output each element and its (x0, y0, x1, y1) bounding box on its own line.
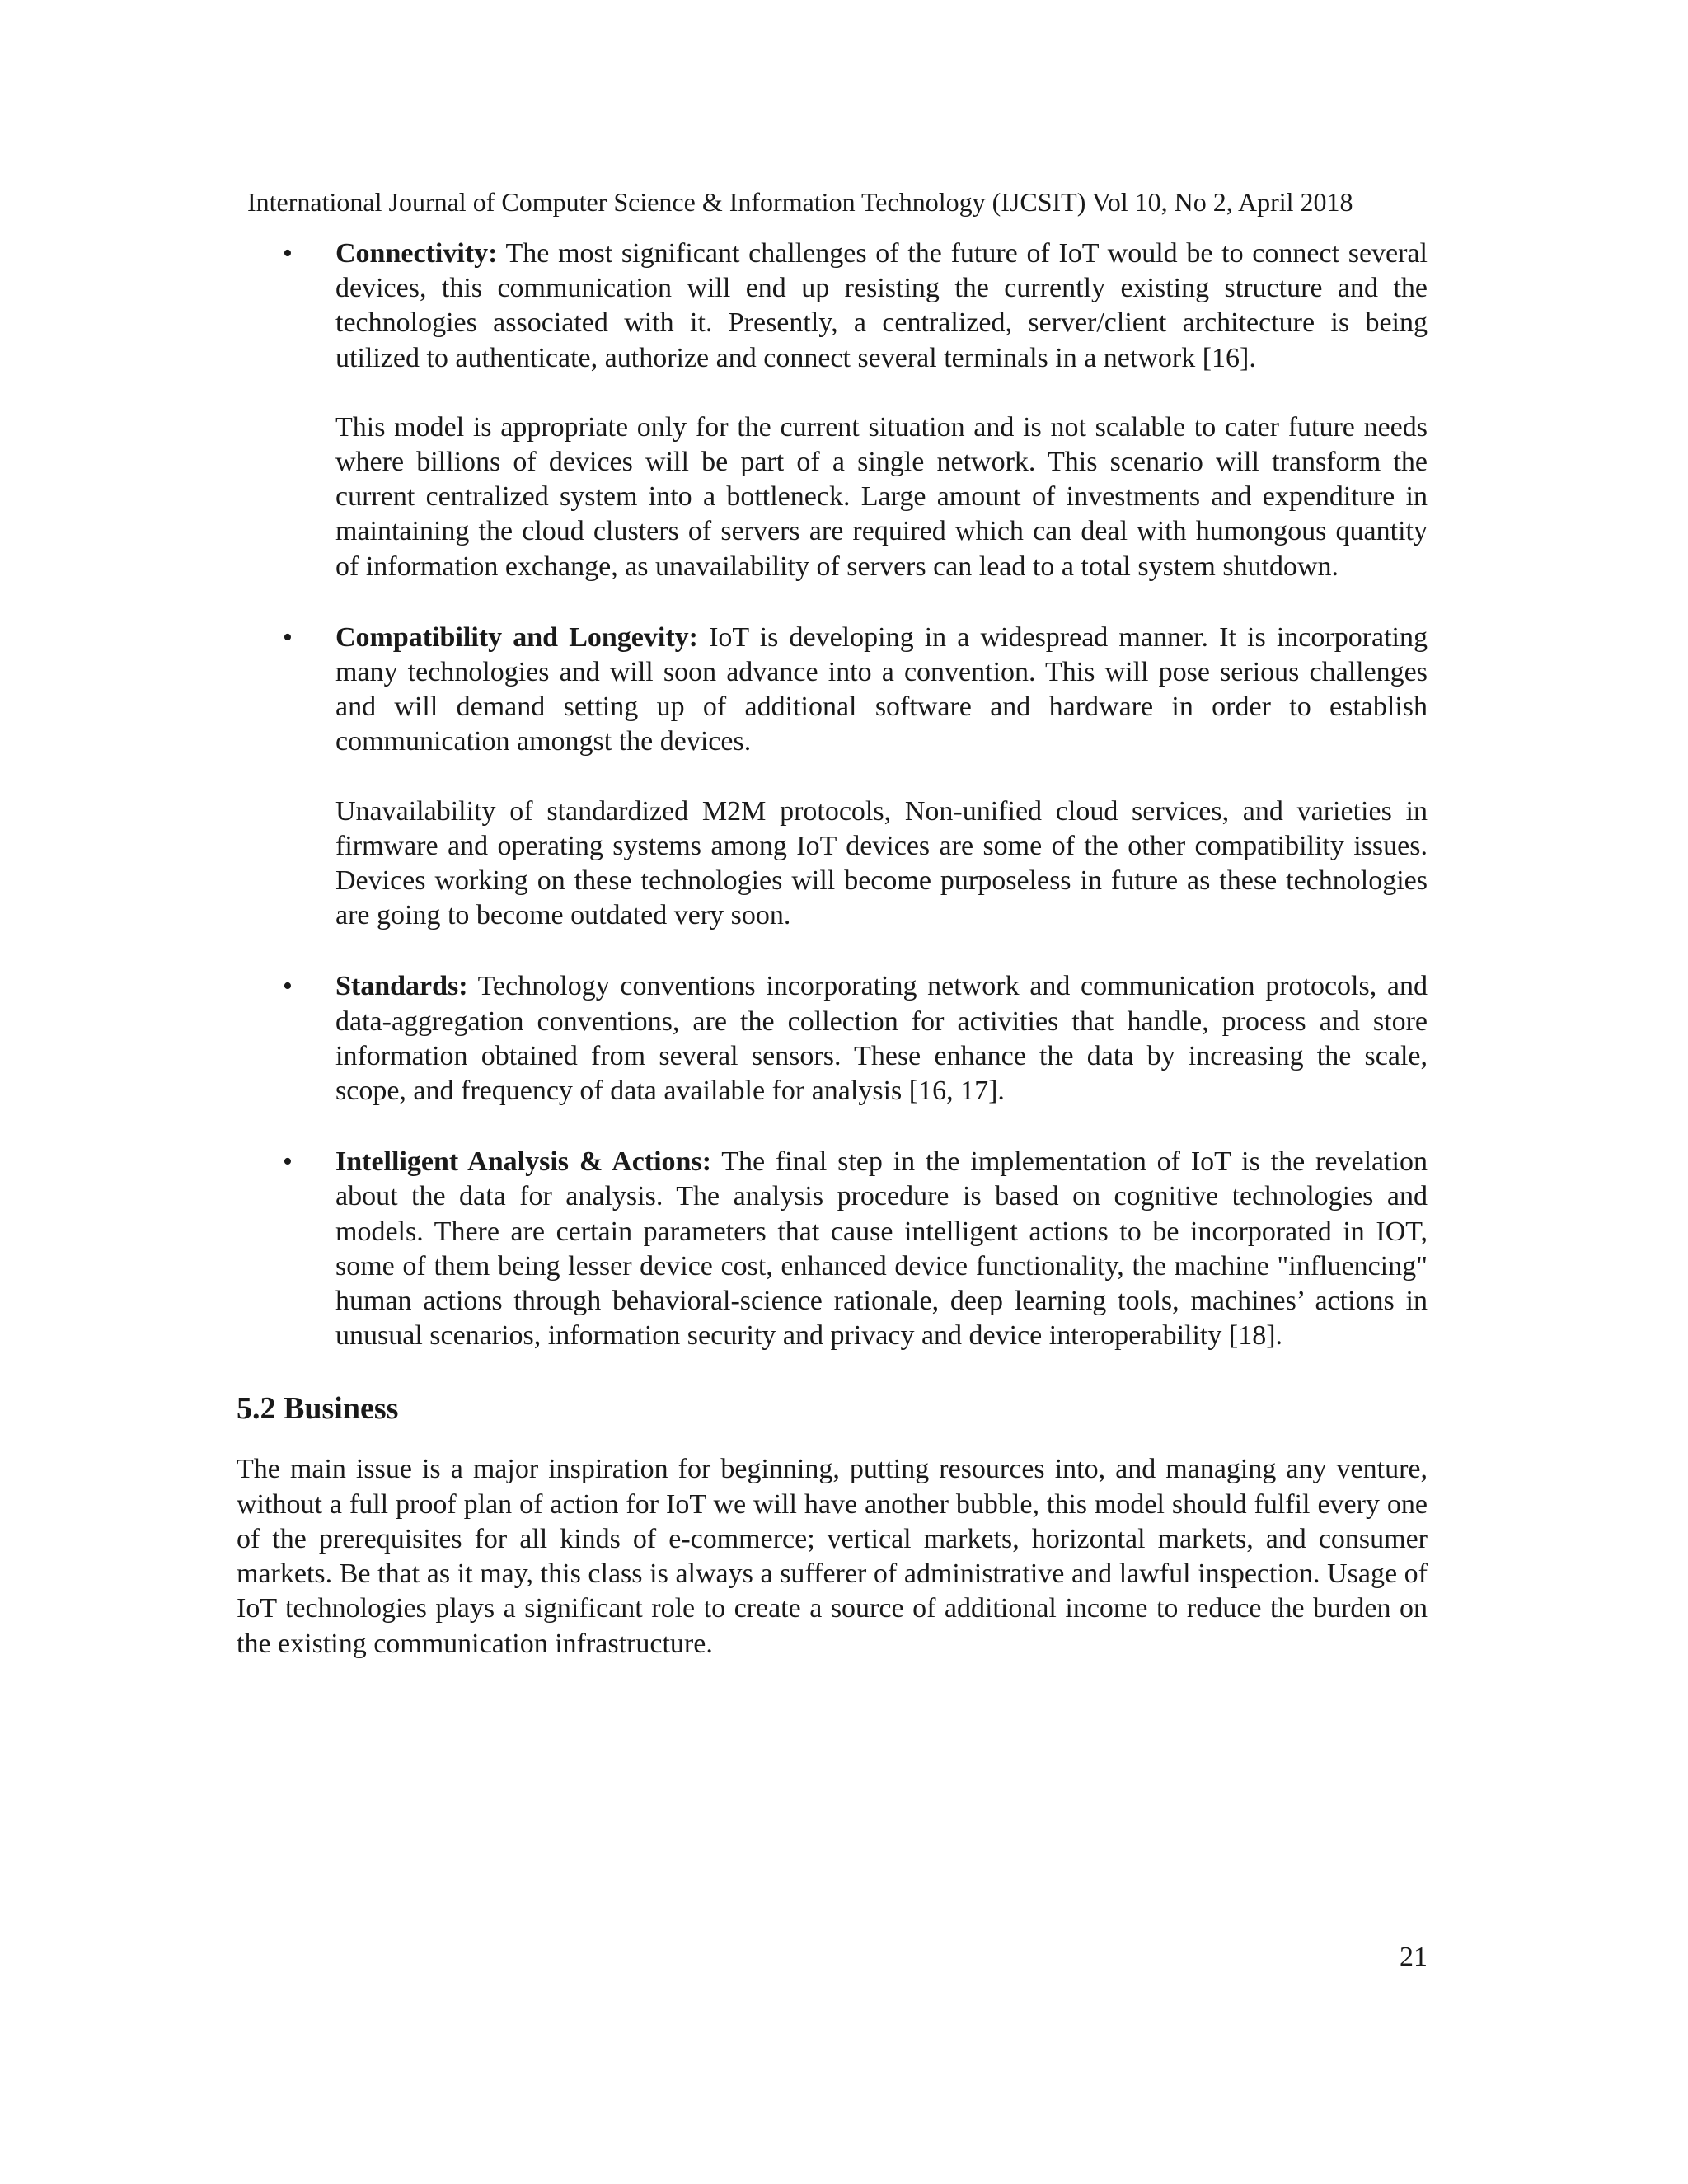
compatibility-continuation: Unavailability of standardized M2M protocols, Non-unified cloud services, and varieties in firmware and operating systems among IoT devices are some of the other compatibility issues. Devices working on these technologies will become purposeless in future as these technologies are going to become outdated very soon. (335, 795, 1428, 931)
list-item-standards (237, 969, 1428, 1108)
standards-paragraph (335, 969, 1428, 1108)
bullet-text: Technology conventions incorporating network and communication protocols, and data-aggregation conventions, are the collection for activities that handle, process and store information obtained from several sensors. These enhance the data by increasing the scale, scope, and frequency of data available for analysis [16, 17]. (335, 971, 1428, 1107)
bullet-term: Connectivity: (335, 238, 498, 269)
list-item-connectivity (237, 237, 1428, 584)
connectivity-continuation: This model is appropriate only for the current situation and is not scalable to cater future needs where billions of devices will be part of a single network. This scenario will transform the current centralized system into a bottleneck. Large amount of investments and expenditure in maintaining the cloud clusters of servers are required which can deal with humongous quantity of information exchange, as unavailability of servers can lead to a total system shutdown. (335, 411, 1428, 582)
section-body: The main issue is a major inspiration for beginning, putting resources into, and managing any venture, without a full proof plan of action for IoT we will have another bubble, this model should fulfil every one of the prerequisites for all kinds of e-commerce; vertical markets, horizontal markets, and consumer markets. Be that as it may, this class is always a sufferer of administrative and lawful inspection. Usage of IoT technologies plays a significant role to create a source of additional income to reduce the burden on the existing communication infrastructure. (237, 1454, 1428, 1659)
bullet-text: The final step in the implementation of IoT is the revelation about the data for analysis. The analysis procedure is based on cognitive technologies and models. There are certain parameters that cause intelligent actions to be incorporated in IOT, some of them being lesser device cost, enhanced device functionality, the machine "influencing" human actions through behavioral-science rationale, deep learning tools, machines’ actions in unusual scenarios, information security and privacy and device interoperability [18]. (335, 1146, 1428, 1352)
connectivity-paragraph (335, 237, 1428, 376)
intelligent-analysis-paragraph (335, 1145, 1428, 1353)
running-header: International Journal of Computer Science & Information Technology (IJCSIT) Vol 10, No 2, April 2018 (247, 187, 1353, 217)
bullet-term: Intelligent Analysis & Actions: (335, 1146, 712, 1178)
page-number: 21 (1400, 1942, 1428, 1972)
bullet-icon: • (283, 971, 293, 1002)
list-item-compatibility (237, 621, 1428, 934)
page-content (237, 237, 1428, 1661)
bullet-term: Compatibility and Longevity: (335, 621, 698, 653)
bullet-icon: • (283, 621, 293, 653)
section-heading: 5.2 Business (237, 1391, 399, 1427)
list-item-intelligent-analysis (237, 1145, 1428, 1353)
bullet-text: The most significant challenges of the future of IoT would be to connect several devices, this communication will end up resisting the currently existing structure and the technologies associated with it. Presently, a centralized, server/client architecture is being utilized to authenticate, authorize and connect several terminals in a network [16]. (335, 238, 1428, 373)
challenges-list (237, 237, 1428, 1353)
bullet-term: Standards: (335, 971, 468, 1002)
bullet-icon: • (283, 238, 293, 269)
compatibility-paragraph (335, 621, 1428, 760)
bullet-icon: • (283, 1146, 293, 1178)
bullet-text: IoT is developing in a widespread manner. It is incorporating many technologies and will soon advance into a convention. This will pose serious challenges and will demand setting up of additional software and hardware in order to establish communication amongst the devices. (335, 621, 1428, 757)
